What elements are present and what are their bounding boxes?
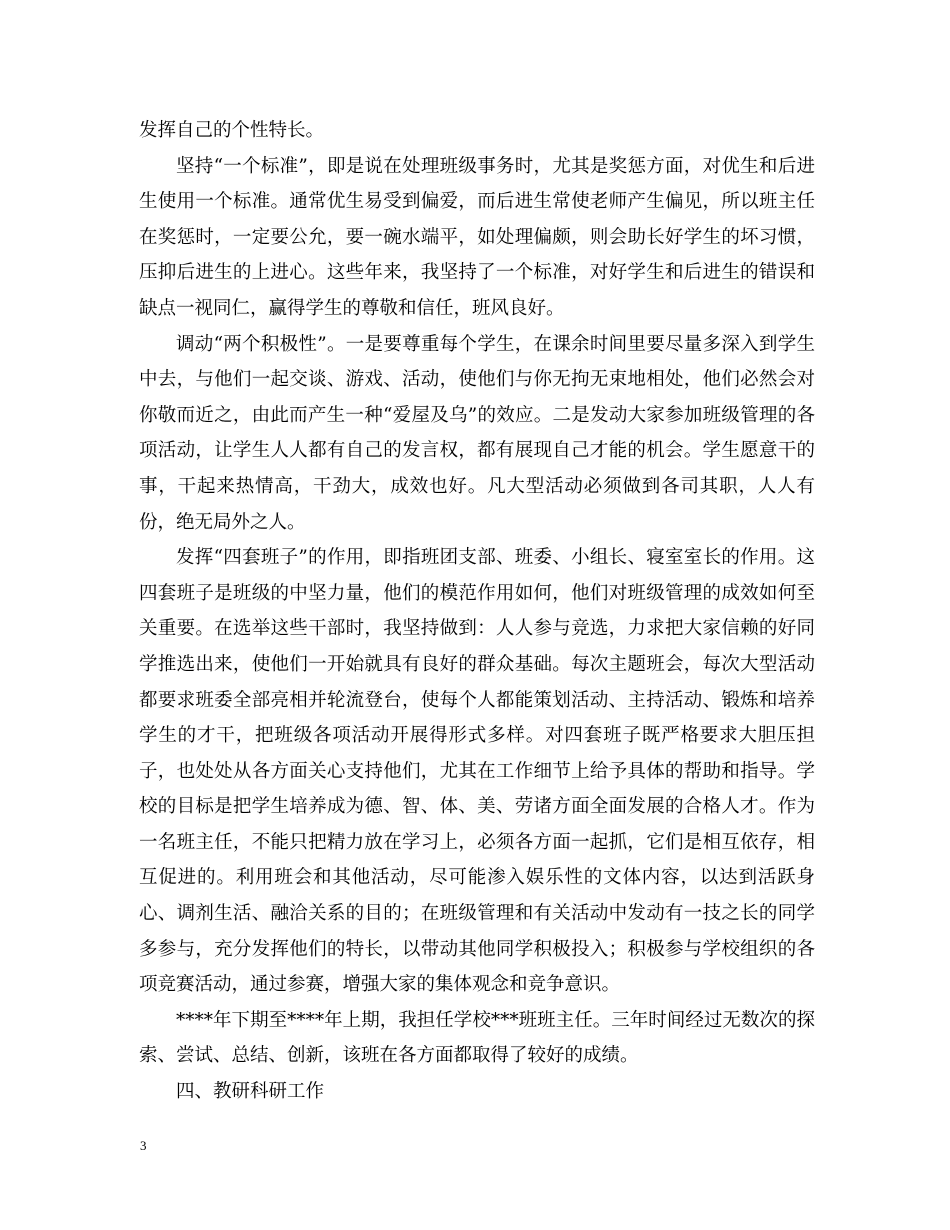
paragraph-1: 发挥自己的个性特长。 — [139, 120, 325, 141]
page-number: 3 — [140, 1138, 147, 1153]
body-text — [139, 113, 815, 1110]
paragraph-2: 坚持“一个标准”，即是说在处理班级事务时，尤其是奖惩方面，对优生和后进生使用一个标准。通常优生易受到偏爱，而后进生常使老师产生偏见，所以班主任在奖惩时，一定要公允，要一碗水端平，如处理偏颇，则会助长好学生的坏习惯，压抑后进生的上进心。这些年来，我坚持了一个标准，对好学生和后进生的错误和缺点一视同仁，赢得学生的尊敬和信任，班风良好。 — [139, 155, 815, 319]
paragraph-5: ****年下期至****年上期，我担任学校***班班主任。三年时间经过无数次的探索、尝试、总结、创新，该班在各方面都取得了较好的成绩。 — [139, 1009, 815, 1067]
paragraph-4: 发挥“四套班子”的作用，即指班团支部、班委、小组长、寝室室长的作用。这四套班子是班级的中坚力量，他们的模范作用如何，他们对班级管理的成效如何至关重要。在选举这些干部时，我坚持做到：人人参与竞选，力求把大家信赖的好同学推选出来，使他们一开始就具有良好的群众基础。每次主题班会，每次大型活动都要求班委全部亮相并轮流登台，使每个人都能策划活动、主持活动、锻炼和培养学生的才干，把班级各项活动开展得形式多样。对四套班子既严格要求大胆压担子，也处处从各方面关心支持他们，尤其在工作细节上给予具体的帮助和指导。学校的目标是把学生培养成为德、智、体、美、劳诸方面全面发展的合格人才。作为一名班主任，不能只把精力放在学习上，必须各方面一起抓，它们是相互依存，相互促进的。利用班会和其他活动，尽可能渗入娱乐性的文体内容，以达到活跃身心、调剂生活、融洽关系的目的；在班级管理和有关活动中发动有一技之长的同学多参与，充分发挥他们的特长，以带动其他同学积极投入；积极参与学校组织的各项竞赛活动，通过参赛，增强大家的集体观念和竞争意识。 — [139, 547, 815, 996]
section-heading: 四、教研科研工作 — [176, 1081, 325, 1103]
paragraph-3: 调动“两个积极性”。一是要尊重每个学生，在课余时间里要尽量多深入到学生中去，与他们一起交谈、游戏、活动，使他们与你无拘无束地相处，他们必然会对你敬而近之，由此而产生一种“爱屋及乌”的效应。二是发动大家参加班级管理的各项活动，让学生人人都有自己的发言权，都有展现自己才能的机会。学生愿意干的事，干起来热情高，干劲大，成效也好。凡大型活动必须做到各司其职，人人有份，绝无局外之人。 — [139, 333, 815, 533]
